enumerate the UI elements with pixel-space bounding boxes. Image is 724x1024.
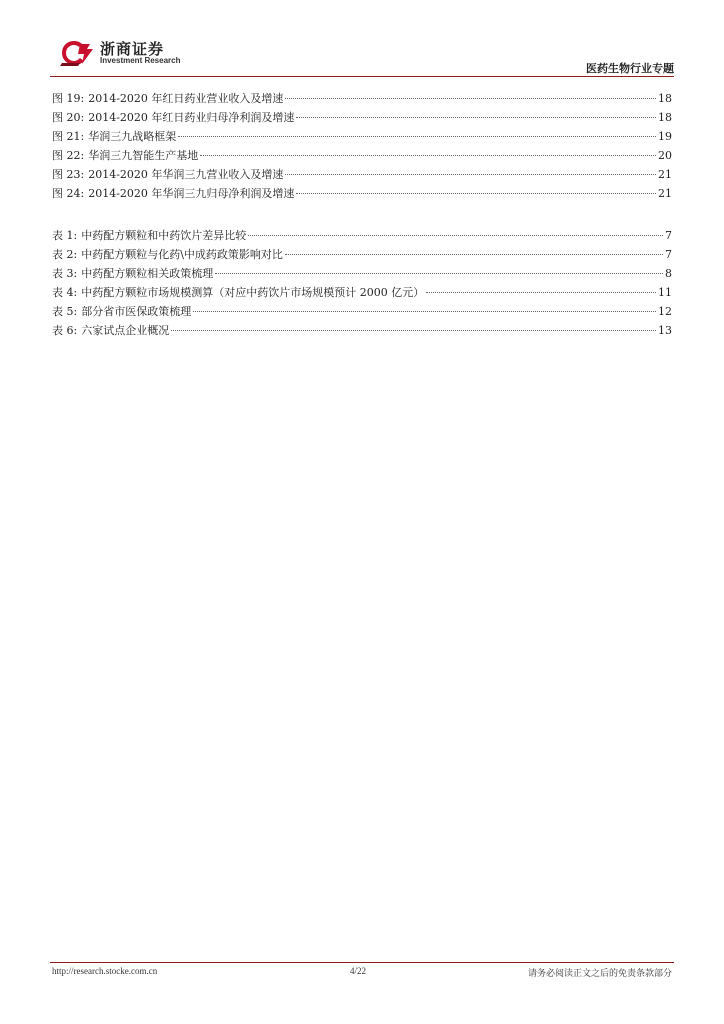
toc-entry-label: 图 23: (52, 168, 85, 181)
toc-entry-page: 8 (665, 267, 672, 280)
toc-entry-title: 2014-2020 年华润三九营业收入及增速 (88, 168, 284, 181)
toc-entry-label: 表 5: (52, 305, 78, 318)
toc-entry-page: 19 (658, 130, 672, 143)
toc-entry-page: 13 (658, 324, 672, 337)
toc-entry-table-2[interactable] (52, 245, 672, 264)
dot-leader (296, 117, 656, 118)
toc-entry-title: 华润三九智能生产基地 (88, 149, 199, 162)
dot-leader (296, 193, 656, 194)
toc-entry-label: 表 2: (52, 248, 78, 261)
figure-index (52, 89, 672, 203)
toc-entry-title: 华润三九战略框架 (88, 130, 177, 143)
toc-entry-label: 图 24: (52, 187, 85, 200)
page-footer (50, 966, 674, 982)
toc-entry-figure-19[interactable] (52, 89, 672, 108)
dot-leader (215, 273, 663, 274)
toc-entry-page: 18 (658, 92, 672, 105)
dot-leader (193, 311, 656, 312)
toc-entry-page: 7 (665, 229, 672, 242)
toc-entry-table-6[interactable] (52, 321, 672, 340)
toc-entry-figure-22[interactable] (52, 146, 672, 165)
toc-entry-page: 7 (665, 248, 672, 261)
toc-entry-title: 2014-2020 年红日药业归母净利润及增速 (88, 111, 295, 124)
report-category: 医药生物行业专题 (586, 62, 674, 75)
dot-leader (171, 330, 656, 331)
toc-entry-title: 部分省市医保政策梳理 (81, 305, 192, 318)
table-index (52, 226, 672, 340)
toc-entry-label: 图 21: (52, 130, 85, 143)
brand-subtitle: Investment Research (100, 56, 181, 65)
disclaimer-note: 请务必阅读正文之后的免责条款部分 (527, 969, 672, 979)
toc-entry-label: 图 19: (52, 92, 85, 105)
toc-entry-title: 中药配方颗粒市场规模测算（对应中药饮片市场规模预计 2000 亿元） (81, 286, 425, 299)
toc-entry-page: 20 (658, 149, 672, 162)
dot-leader (178, 136, 656, 137)
toc-entry-title: 中药配方颗粒与化药\中成药政策影响对比 (81, 248, 283, 261)
toc-entry-label: 表 3: (52, 267, 78, 280)
header-divider (50, 76, 674, 77)
toc-entry-figure-21[interactable] (52, 127, 672, 146)
toc-entry-table-3[interactable] (52, 264, 672, 283)
website-link[interactable]: http://research.stocke.com.cn (52, 966, 158, 976)
toc-entry-figure-23[interactable] (52, 165, 672, 184)
toc-entry-label: 表 1: (52, 229, 78, 242)
toc-entry-page: 21 (658, 168, 672, 181)
toc-entry-label: 图 22: (52, 149, 85, 162)
dot-leader (248, 235, 663, 236)
toc-entry-page: 18 (658, 111, 672, 124)
toc-entry-table-4[interactable] (52, 283, 672, 302)
dot-leader (285, 174, 656, 175)
toc-entry-title: 六家试点企业概况 (81, 324, 170, 337)
toc-entry-label: 表 6: (52, 324, 78, 337)
dot-leader (285, 254, 663, 255)
page-number: 4/22 (350, 966, 367, 976)
toc-entry-table-5[interactable] (52, 302, 672, 321)
toc-entry-page: 21 (658, 187, 672, 200)
toc-entry-figure-20[interactable] (52, 108, 672, 127)
toc-entry-label: 图 20: (52, 111, 85, 124)
toc-entry-figure-24[interactable] (52, 184, 672, 203)
company-logo-icon (60, 38, 100, 68)
dot-leader (285, 98, 656, 99)
page-header (0, 0, 724, 80)
toc-entry-page: 11 (658, 286, 672, 299)
toc-entry-table-1[interactable] (52, 226, 672, 245)
toc-entry-title: 2014-2020 年华润三九归母净利润及增速 (88, 187, 295, 200)
toc-entry-label: 表 4: (52, 286, 78, 299)
toc-entry-title: 中药配方颗粒相关政策梳理 (81, 267, 214, 280)
dot-leader (200, 155, 656, 156)
toc-entry-page: 12 (658, 305, 672, 318)
toc-entry-title: 2014-2020 年红日药业营业收入及增速 (88, 92, 284, 105)
dot-leader (426, 292, 656, 293)
toc-entry-title: 中药配方颗粒和中药饮片差异比较 (81, 229, 247, 242)
brand-name: 浙商证券 (100, 40, 165, 58)
footer-divider (50, 962, 674, 963)
